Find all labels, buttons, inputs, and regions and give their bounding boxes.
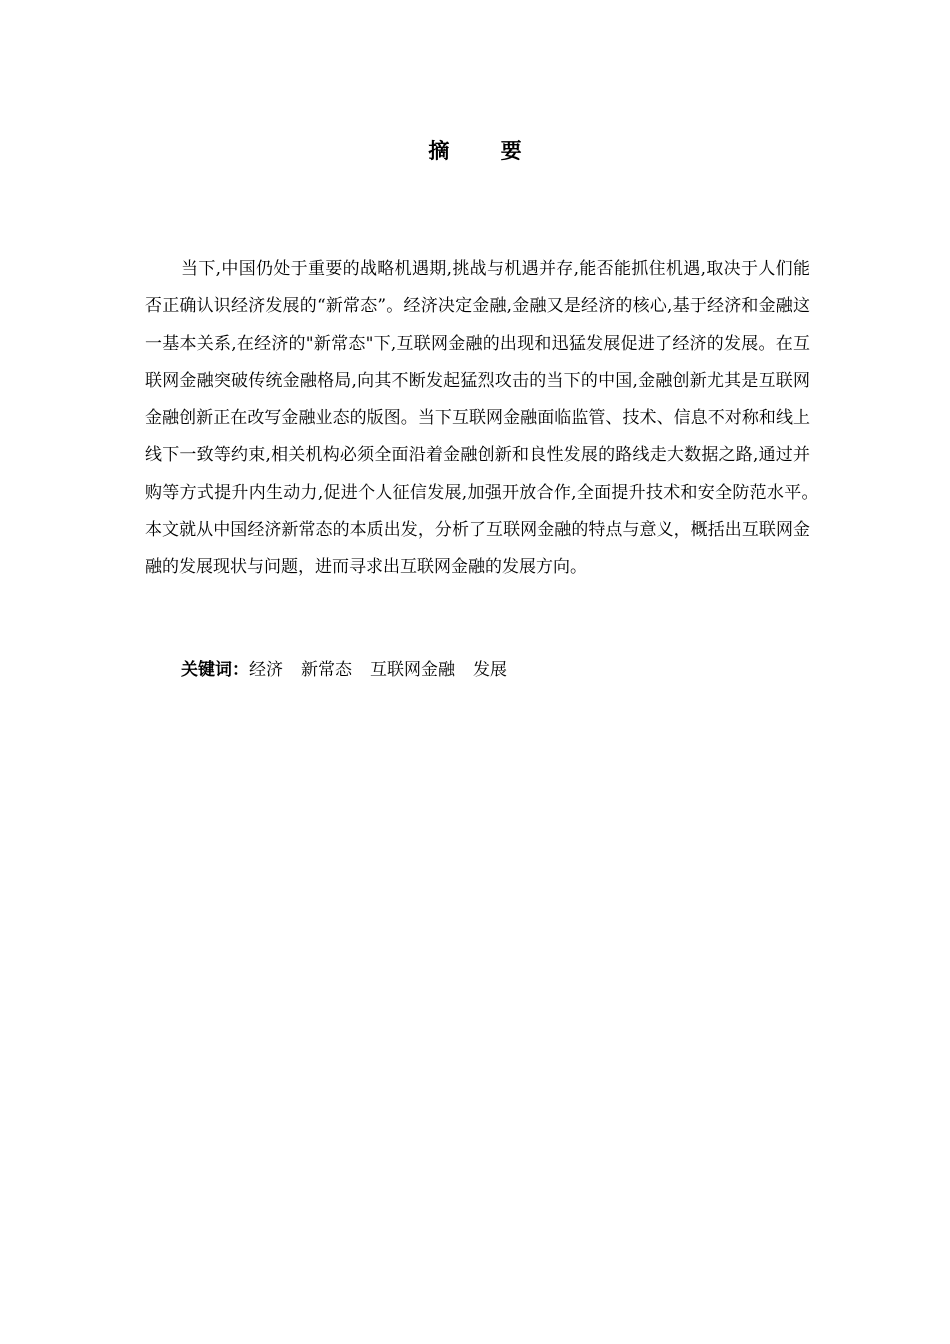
keyword-item: 新常态 — [301, 660, 352, 680]
keyword-item: 互联网金融 — [370, 660, 455, 680]
keywords-line — [181, 655, 821, 685]
keyword-item: 发展 — [473, 660, 507, 680]
keywords-label: 关键词： — [181, 660, 249, 680]
abstract-body: 当下,中国仍处于重要的战略机遇期,挑战与机遇并存,能否能抓住机遇,取决于人们能否正确认识经济发展的“新常态”。经济决定金融,金融又是经济的核心,基于经济和金融这一基本关系,在经济的"新常态"下,互联网金融的出现和迅猛发展促进了经济的发展。在互联网金融突破传统金融格局,向其不断发起猛烈攻击的当下的中国,金融创新尤其是互联网金融创新正在改写金融业态的版图。当下互联网金融面临监管、技术、信息不对称和线上线下一致等约束,相关机构必须全面沿着金融创新和良性发展的路线走大数据之路,通过并购等方式提升内生动力,促进个人征信发展,加强开放合作,全面提升技术和安全防范水平。 本文就从中国经济新常态的本质出发，分析了互联网金融的特点与意义，概括出互联网金融的发展现状与问题，进而寻求出互联网金融的发展方向。 — [145, 259, 827, 578]
keyword-item: 经济 — [249, 660, 283, 680]
abstract-title: 摘 要 — [428, 139, 544, 163]
